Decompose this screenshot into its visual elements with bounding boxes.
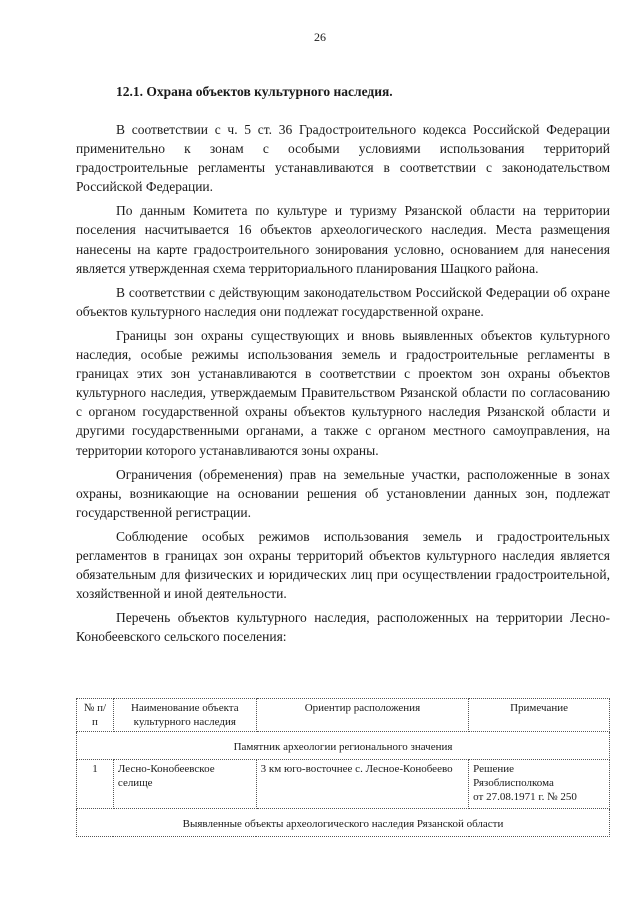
paragraph: Соблюдение особых режимов использования земель и градостроительных регламентов в границах зон охраны территорий объектов культурного наследия является обязательным для физических и юридических лиц при осуществлении градостроительной, хозяйственной и иной деятельности. bbox=[76, 528, 610, 602]
heritage-table bbox=[76, 698, 610, 837]
section-title: Памятник археологии регионального значения bbox=[77, 732, 610, 760]
cell-num: 1 bbox=[77, 760, 114, 809]
table-row bbox=[77, 760, 610, 809]
note-line: от 27.08.1971 г. № 250 bbox=[473, 791, 577, 803]
section-heading: 12.1. Охрана объектов культурного наследия. bbox=[116, 84, 393, 99]
section-title: Выявленные объекты археологического наследия Рязанской области bbox=[77, 809, 610, 837]
paragraph: Ограничения (обременения) прав на земельные участки, расположенные в зонах охраны, возникающие на основании решения об установлении данных зон, подлежат государственной регистрации. bbox=[76, 466, 610, 520]
body-text bbox=[76, 120, 610, 651]
header-num: № п/п bbox=[77, 699, 114, 732]
cell-note bbox=[469, 760, 610, 809]
header-location: Ориентир расположения bbox=[256, 699, 468, 732]
cell-location: 3 км юго-восточнее с. Лесное-Конобеево bbox=[256, 760, 468, 809]
note-line: Решение bbox=[473, 763, 515, 775]
paragraph: В соответствии с ч. 5 ст. 36 Градостроительного кодекса Российской Федерации применительно к зонам с особыми условиями использования территорий градостроительные регламенты устанавливаются в соответствии с законодательством Российской Федерации. bbox=[76, 122, 610, 195]
table-header-row bbox=[77, 699, 610, 732]
table-section-row bbox=[77, 809, 610, 837]
paragraph: В соответствии с действующим законодательством Российской Федерации об охране объектов культурного наследия они подлежат государственной охране. bbox=[76, 284, 610, 319]
paragraph: Границы зон охраны существующих и вновь выявленных объектов культурного наследия, особые режимы использования земель и градостроительные регламенты в границах этих зон устанавливаются в соответствии с проектом зон охраны объектов культурного наследия, утверждаемым Правительством Рязанской области по согласованию с органом государственной охраны объектов культурного наследия Рязанской области и другими государственными органами, а также с органом местного самоуправления, на территории которого устанавливаются зоны охраны. bbox=[76, 327, 610, 458]
note-line: Рязоблисполкома bbox=[473, 777, 554, 789]
header-note: Примечание bbox=[469, 699, 610, 732]
cell-name: Лесно-Конобеевское селище bbox=[113, 760, 256, 809]
paragraph: Перечень объектов культурного наследия, расположенных на территории Лесно-Конобеевского сельского поселения: bbox=[76, 610, 610, 645]
table-section-row bbox=[77, 732, 610, 760]
header-name: Наименование объекта культурного наследия bbox=[113, 699, 256, 732]
paragraph: По данным Комитета по культуре и туризму Рязанской области на территории поселения насчитывается 16 объектов археологического наследия. Места размещения нанесены на карте градостроительного зонирования условно, основанием для нанесения является утвержденная схема территориального планирования Шацкого района. bbox=[76, 203, 610, 276]
page-number: 26 bbox=[314, 30, 326, 44]
